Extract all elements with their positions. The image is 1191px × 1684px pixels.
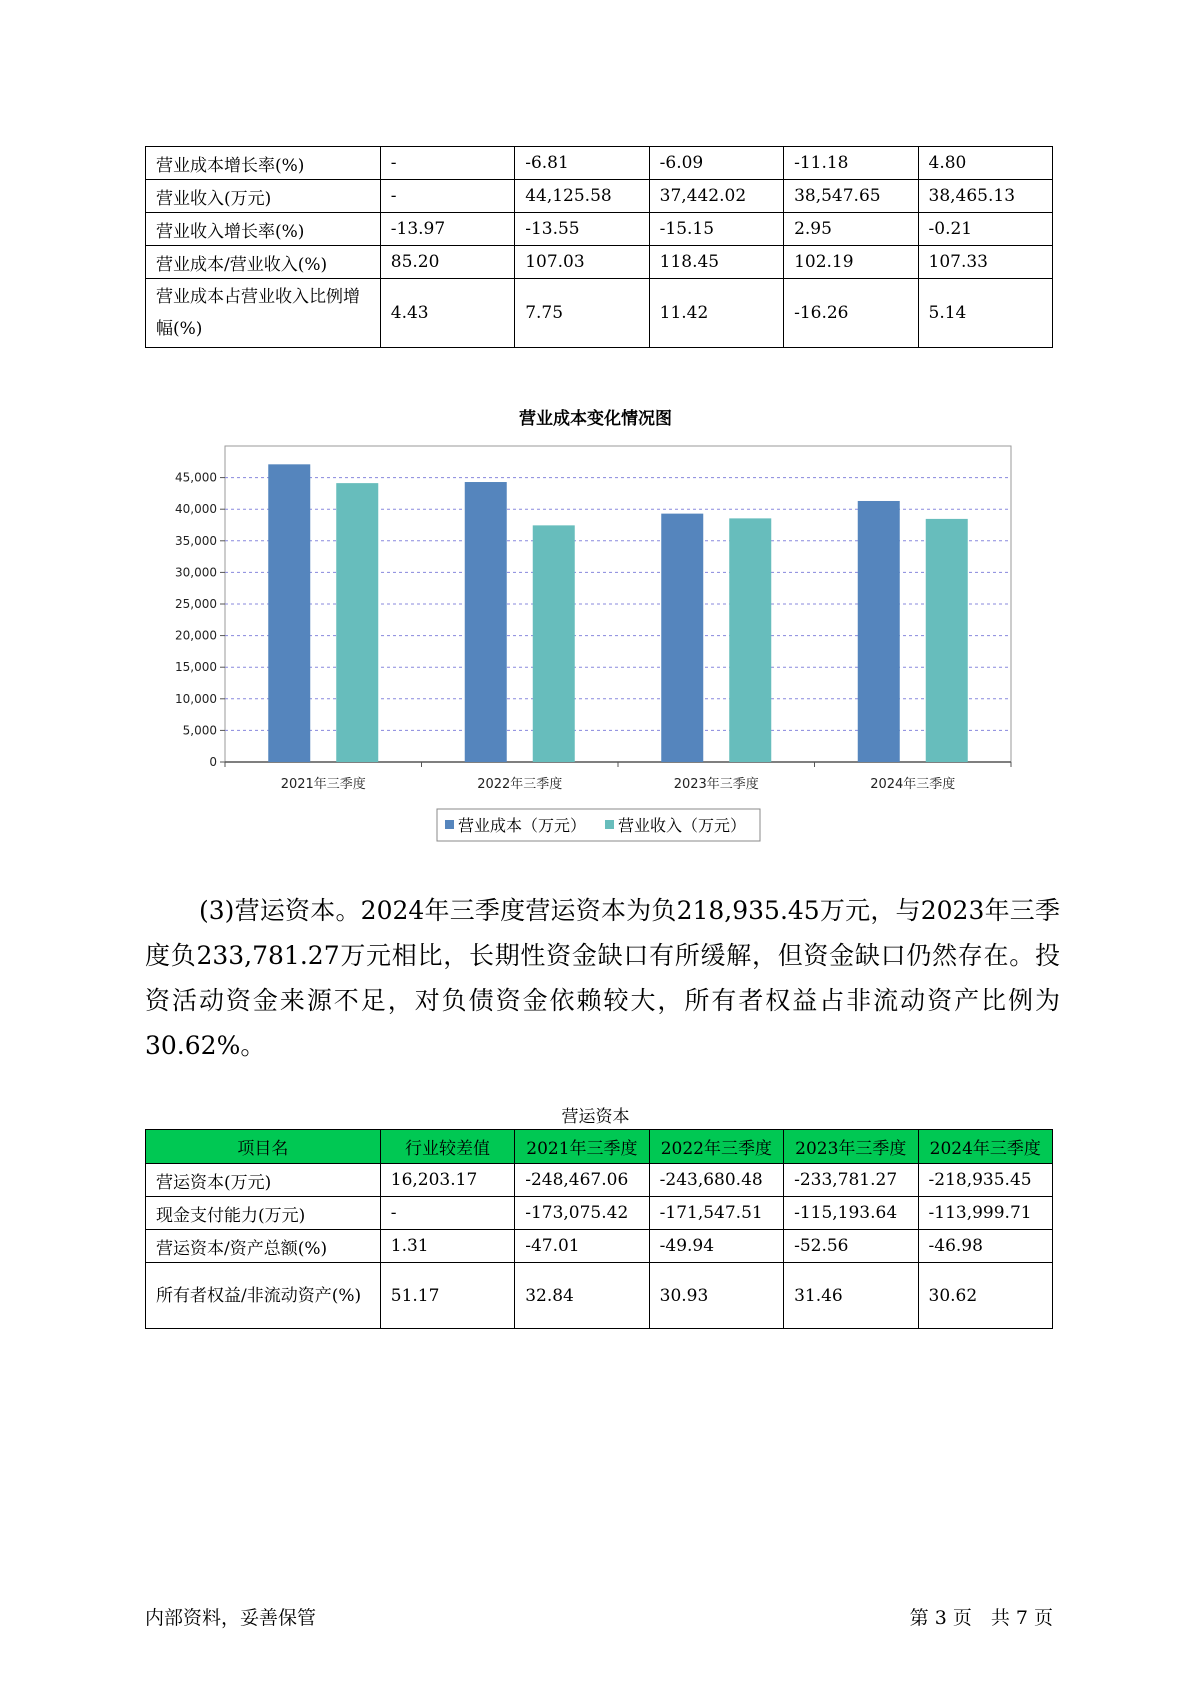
chart-title: 营业成本变化情况图: [519, 409, 672, 429]
column-header: 2023年三季度: [784, 1130, 918, 1164]
cell: 30.62: [918, 1263, 1052, 1329]
legend-swatch-cost: [445, 820, 454, 829]
table-caption: 营运资本: [561, 1107, 630, 1127]
column-header: 2022年三季度: [649, 1130, 783, 1164]
cell: 102.19: [784, 246, 918, 279]
cell: -6.09: [649, 147, 783, 180]
column-header: 行业较差值: [380, 1130, 514, 1164]
table-header-row: [146, 1130, 1053, 1164]
cell: 118.45: [649, 246, 783, 279]
cell: 2.95: [784, 213, 918, 246]
cell: 107.33: [918, 246, 1052, 279]
cell: 38,547.65: [784, 180, 918, 213]
column-header: 2024年三季度: [918, 1130, 1052, 1164]
legend-label-cost: 营业成本（万元）: [458, 816, 587, 835]
x-axis: [225, 762, 1011, 792]
y-tick-label: 15,000: [175, 660, 217, 675]
bar-revenue: [926, 519, 968, 762]
cell: 38,465.13: [918, 180, 1052, 213]
cell: -173,075.42: [515, 1197, 649, 1230]
cell: -113,999.71: [918, 1197, 1052, 1230]
cell: 11.42: [649, 279, 783, 348]
y-tick-label: 10,000: [175, 691, 217, 706]
cell: -233,781.27: [784, 1164, 918, 1197]
y-tick-label: 40,000: [175, 502, 217, 517]
bar-revenue: [336, 483, 378, 762]
cell: 4.80: [918, 147, 1052, 180]
cell: 16,203.17: [380, 1164, 514, 1197]
table-row: [146, 1263, 1053, 1329]
cell: -16.26: [784, 279, 918, 348]
y-tick-label: 35,000: [175, 533, 217, 548]
cell: -15.15: [649, 213, 783, 246]
bar-cost: [465, 482, 507, 762]
column-header: 项目名: [146, 1130, 381, 1164]
cell: -46.98: [918, 1230, 1052, 1263]
cell: 37,442.02: [649, 180, 783, 213]
bar-cost: [858, 501, 900, 762]
cell: -248,467.06: [515, 1164, 649, 1197]
y-tick-label: 5,000: [182, 723, 217, 738]
cell: 4.43: [380, 279, 514, 348]
cell: 7.75: [515, 279, 649, 348]
x-tick-label: 2021年三季度: [280, 777, 366, 792]
cell: -115,193.64: [784, 1197, 918, 1230]
body-paragraph: (3)营运资本。2024年三季度营运资本为负218,935.45万元，与2023年三季度负233,781.27万元相比，长期性资金缺口有所缓解，但资金缺口仍然存在。投资活动资金来源不足，对负债资金依赖较大，所有者权益占非流动资产比例为30.62%。: [145, 896, 1060, 1060]
row-label: 营运资本/资产总额(%): [146, 1230, 381, 1263]
cell: 32.84: [515, 1263, 649, 1329]
cell: 107.03: [515, 246, 649, 279]
y-tick-label: 25,000: [175, 597, 217, 611]
row-label: 营业成本增长率(%): [146, 147, 381, 180]
cell: -6.81: [515, 147, 649, 180]
cell: -: [380, 147, 514, 180]
cell: -49.94: [649, 1230, 783, 1263]
cell: -0.21: [918, 213, 1052, 246]
table-row: [146, 1164, 1053, 1197]
cell: -: [380, 180, 514, 213]
y-axis: [175, 471, 225, 769]
legend: [437, 809, 760, 841]
legend-label-revenue: 营业收入（万元）: [618, 816, 747, 835]
cell: -11.18: [784, 147, 918, 180]
bar-revenue: [729, 518, 771, 762]
cell: -13.55: [515, 213, 649, 246]
cell: 44,125.58: [515, 180, 649, 213]
bar-revenue: [533, 525, 575, 762]
y-tick-label: 45,000: [175, 470, 217, 485]
cell: -47.01: [515, 1230, 649, 1263]
row-label: 营运资本(万元): [146, 1164, 381, 1197]
row-label: 现金支付能力(万元): [146, 1197, 381, 1230]
bar-cost: [661, 514, 703, 762]
row-label: 所有者权益/非流动资产(%): [146, 1263, 381, 1329]
cell: -52.56: [784, 1230, 918, 1263]
cell: -243,680.48: [649, 1164, 783, 1197]
row-label: 营业成本占营业收入比例增幅(%): [146, 279, 381, 348]
cell: -218,935.45: [918, 1164, 1052, 1197]
footer-confidential-note: 内部资料，妥善保管: [145, 1607, 317, 1629]
cell: -13.97: [380, 213, 514, 246]
y-tick-label: 20,000: [175, 628, 217, 643]
footer-page-number: 第 3 页 共 7 页: [909, 1607, 1053, 1629]
y-tick-label: 0: [209, 755, 217, 769]
cell: 31.46: [784, 1263, 918, 1329]
x-tick-label: 2024年三季度: [870, 777, 956, 792]
row-label: 营业成本/营业收入(%): [146, 246, 381, 279]
cell: -: [380, 1197, 514, 1230]
cell: -171,547.51: [649, 1197, 783, 1230]
x-tick-label: 2023年三季度: [673, 777, 759, 792]
bar-cost: [268, 464, 310, 762]
cell: 51.17: [380, 1263, 514, 1329]
row-label: 营业收入增长率(%): [146, 213, 381, 246]
table-row: [146, 1230, 1053, 1263]
cell: 1.31: [380, 1230, 514, 1263]
row-label: 营业收入(万元): [146, 180, 381, 213]
cell: 85.20: [380, 246, 514, 279]
x-tick-label: 2022年三季度: [477, 777, 563, 792]
legend-swatch-revenue: [605, 820, 614, 829]
cell: 30.93: [649, 1263, 783, 1329]
y-tick-label: 30,000: [175, 565, 217, 580]
column-header: 2021年三季度: [515, 1130, 649, 1164]
table-row: [146, 1197, 1053, 1230]
cell: 5.14: [918, 279, 1052, 348]
working-capital-table: [145, 1129, 1053, 1329]
